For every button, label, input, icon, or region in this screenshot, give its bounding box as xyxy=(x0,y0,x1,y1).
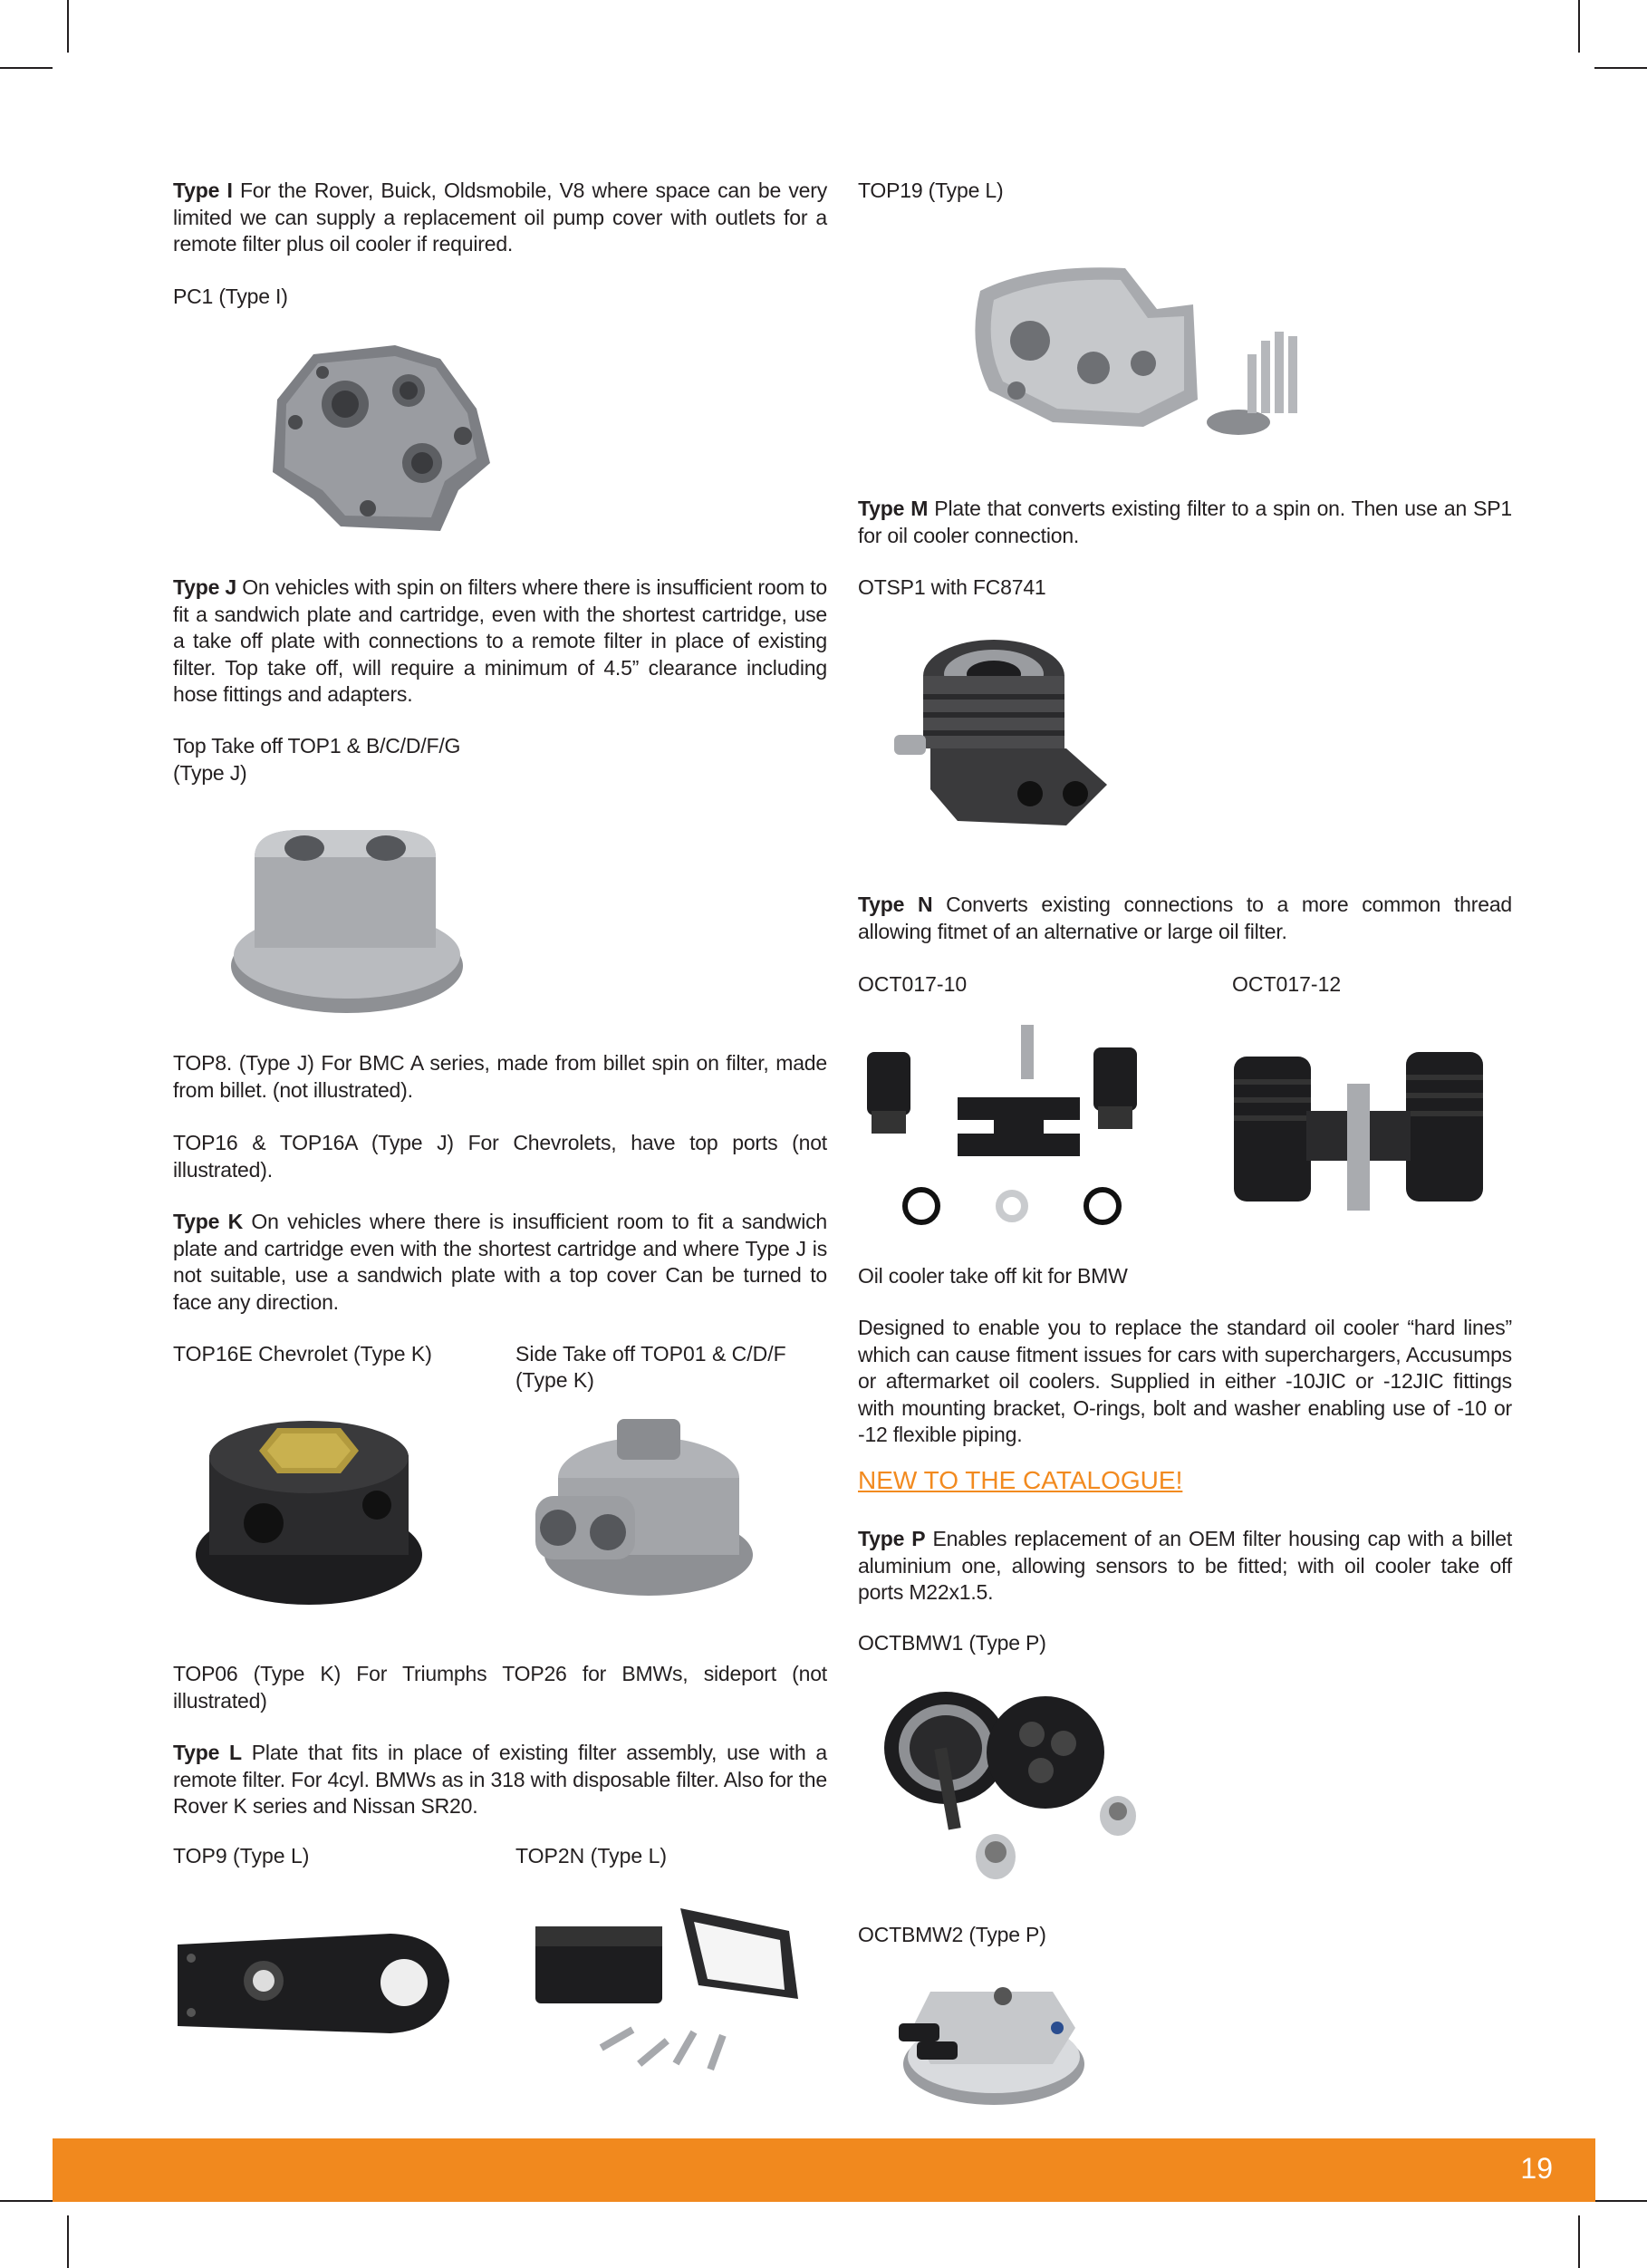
top2n-image xyxy=(535,1899,807,2080)
crop-mark xyxy=(67,0,69,53)
octbmw2-image xyxy=(894,1974,1089,2109)
bmw-kit-caption: Oil cooler take off kit for BMW xyxy=(858,1264,1128,1288)
crop-mark xyxy=(1594,67,1647,69)
crop-mark xyxy=(0,67,53,69)
type-i-title: Type I xyxy=(173,179,233,202)
otsp1-caption: OTSP1 with FC8741 xyxy=(858,575,1046,599)
type-i-paragraph xyxy=(173,178,827,258)
type-l-title: Type L xyxy=(173,1741,242,1764)
footer-bar xyxy=(53,2138,1595,2202)
oct017-12-caption: OCT017-12 xyxy=(1232,972,1342,996)
top1-caption-line1: Top Take off TOP1 & B/C/D/F/G xyxy=(173,734,461,758)
top16-paragraph: TOP16 & TOP16A (Type J) For Chevrolets, have top ports (not illustrated). xyxy=(173,1131,827,1182)
type-l-text: Plate that fits in place of existing filter assembly, use with a remote filter. For 4cyl. BMWs as in 318 with disposable filter. Also for the Rover K series and Nissan SR20. xyxy=(173,1741,827,1818)
crop-mark xyxy=(1578,0,1580,53)
oct017-10-image xyxy=(862,1025,1161,1233)
top16e-caption: TOP16E Chevrolet (Type K) xyxy=(173,1342,432,1366)
pc1-image xyxy=(259,336,504,540)
octbmw2-caption: OCTBMW2 (Type P) xyxy=(858,1923,1046,1946)
type-p-title: Type P xyxy=(858,1527,926,1550)
type-i-text: For the Rover, Buick, Oldsmobile, V8 where space can be very limited we can supply a replacement oil pump cover with outlets for a remote filter plus oil cooler if required. xyxy=(173,179,827,256)
top2n-caption: TOP2N (Type L) xyxy=(515,1844,668,1867)
octbmw1-image xyxy=(878,1680,1150,1888)
type-m-text: Plate that converts existing filter to a spin on. Then use an SP1 for oil cooler connection. xyxy=(858,497,1512,547)
otsp1-image xyxy=(894,631,1112,830)
pc1-caption: PC1 (Type I) xyxy=(173,285,288,308)
type-n-title: Type N xyxy=(858,893,933,916)
oct017-12-image xyxy=(1234,1038,1488,1220)
type-m-title: Type M xyxy=(858,497,929,520)
type-n-paragraph xyxy=(858,892,1512,945)
type-p-paragraph xyxy=(858,1526,1512,1607)
type-l-paragraph xyxy=(173,1740,827,1820)
top01-caption-line2: (Type K) xyxy=(515,1368,594,1392)
top19-image xyxy=(962,255,1311,440)
top16e-image xyxy=(191,1401,427,1609)
top06-paragraph: TOP06 (Type K) For Triumphs TOP26 for BMWs, sideport (not illustrated) xyxy=(173,1662,827,1713)
new-to-catalogue-heading: NEW TO THE CATALOGUE! xyxy=(858,1466,1183,1494)
page-number: 19 xyxy=(1520,2152,1553,2185)
oct017-10-caption: OCT017-10 xyxy=(858,972,968,996)
top01-image xyxy=(526,1405,757,1605)
top8-paragraph: TOP8. (Type J) For BMC A series, made from billet spin on filter, made from billet. (not illustrated). xyxy=(173,1051,827,1102)
type-k-title: Type K xyxy=(173,1210,243,1233)
type-j-text: On vehicles with spin on filters where there is insufficient room to fit a sandwich plate and cartridge, even with the shortest cartridge, use a take off plate with connections to a remote filter in place of existing filter. Top take off, will require a minimum of 4.5” clearance including hose fittings and adapters. xyxy=(173,575,827,706)
top19-caption: TOP19 (Type L) xyxy=(858,179,1004,202)
top01-caption-line1: Side Take off TOP01 & C/D/F xyxy=(515,1342,786,1366)
octbmw1-caption: OCTBMW1 (Type P) xyxy=(858,1631,1046,1655)
crop-mark xyxy=(0,2200,53,2202)
top9-caption: TOP9 (Type L) xyxy=(173,1844,310,1867)
crop-mark xyxy=(1578,2215,1580,2268)
top1-image xyxy=(227,821,467,1016)
type-m-paragraph xyxy=(858,496,1512,549)
crop-mark xyxy=(1594,2200,1647,2202)
crop-mark xyxy=(67,2215,69,2268)
top1-caption-line2: (Type J) xyxy=(173,760,247,785)
type-k-paragraph xyxy=(173,1209,827,1316)
type-n-text: Converts existing connections to a more common thread allowing fitmet of an alternative or large oil filter. xyxy=(858,893,1512,943)
top9-image xyxy=(173,1926,454,2044)
type-p-text: Enables replacement of an OEM filter housing cap with a billet aluminium one, allowing sensors to be fitted; with oil cooler take off ports M22x1.5. xyxy=(858,1527,1513,1604)
type-j-title: Type J xyxy=(173,575,236,599)
type-k-text: On vehicles where there is insufficient room to fit a sandwich plate and cartridge even with the shortest cartridge and where Type J is not suitable, use a sandwich plate with a top cover Can be turned to face any direction. xyxy=(173,1210,827,1314)
bmw-kit-description: Designed to enable you to replace the standard oil cooler “hard lines” which can cause fitment issues for cars with superchargers, Accusumps or aftermarket oil coolers. Supplied in either -10JIC or -12JIC fittings with mounting bracket, O-rings, bolt and washer enabling use of -10 or -12 flexible piping. xyxy=(858,1316,1512,1446)
type-j-paragraph xyxy=(173,574,827,709)
